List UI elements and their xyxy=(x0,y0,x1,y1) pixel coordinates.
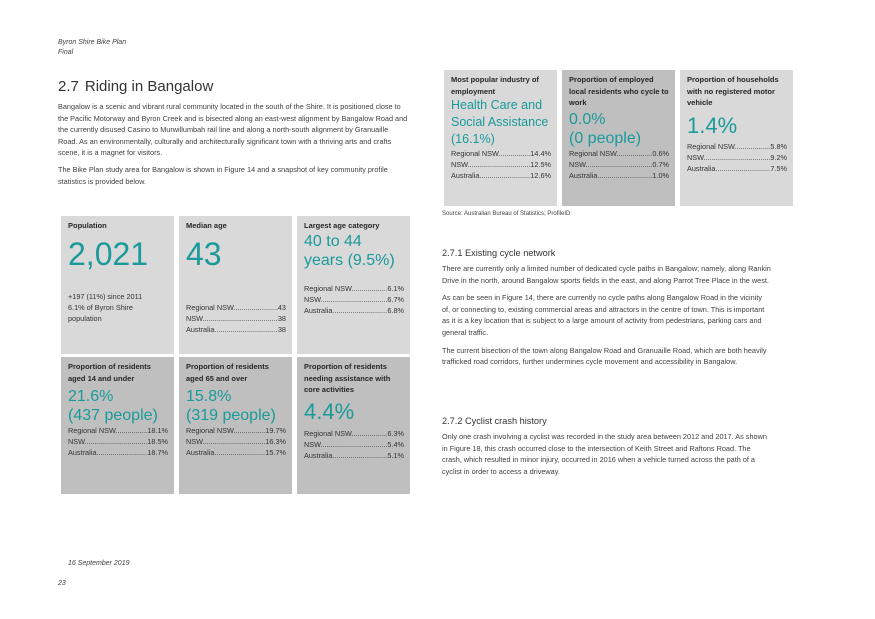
tile-title: Median age xyxy=(186,221,227,230)
source-note: Source: Australian Bureau of Statistics; ProfileID xyxy=(442,211,571,217)
intro-paragraph: Bangalow is a scenic and vibrant rural community located in the south of the Shire. It is positioned close to the Pacific Motorway and Byron Creek and is bisected along an east-west alignment by Bangalow Road and the currently disused Casino to Murwillumbah rail line and along a north-south alignment by Granuaille Road. As an environmentally, culturally and architecturally significant town with a thriving arts and crafts scene, it is a magnet for visitors. xyxy=(58,102,408,158)
tile-value: 43 xyxy=(186,235,222,272)
stat-row: Regional NSW ..... 5.8% xyxy=(687,141,787,152)
stat-row: NSW ..... 16.3% xyxy=(186,436,286,447)
tile-value: Health Care and xyxy=(451,98,543,112)
stat-row: Australia ..... 7.5% xyxy=(687,163,787,174)
body-paragraph: The current bisection of the town along Bangalow Road and Granuaille Road, which are both heavily trafficked road corridors, further undermines cycle movement and accessibility in Bangalow. xyxy=(442,345,767,367)
stat-row: Regional NSW ..... 6.3% xyxy=(304,428,404,439)
tile-note: +197 (11%) since 2011 xyxy=(68,291,143,301)
intro-paragraph: The Bike Plan study area for Bangalow is shown in Figure 14 and a snapshot of key community profile statistics is provided below. xyxy=(58,164,388,186)
tile-no-vehicle xyxy=(680,70,793,206)
stat-row: Regional NSW ..... 14.4% xyxy=(451,148,551,159)
tile-title: Largest age category xyxy=(304,221,380,230)
stat-row: Australia ..... 38 xyxy=(186,324,286,335)
tile-median-age xyxy=(179,216,292,354)
body-paragraph: Only one crash involving a cyclist was recorded in the study area between 2012 and 2017. As shown in Figure 18, this crash occurred close to the intersection of Keith Street and Raftons Road. The crash, which resulted in minor injury, occurred in 2016 when a vehicle turned across the path of a cyclist in order to access a driveway. xyxy=(442,432,767,476)
stat-row: Australia ..... 5.1% xyxy=(304,450,404,461)
header-status: Final xyxy=(58,49,74,56)
existing-cycle-network-section xyxy=(442,248,772,374)
tile-aged-65-over xyxy=(179,357,292,494)
tile-largest-age xyxy=(297,216,410,354)
tile-population xyxy=(61,216,174,354)
stat-row: NSW ..... 12.5% xyxy=(451,159,551,170)
stat-row: NSW ..... 5.4% xyxy=(304,439,404,450)
tile-note: 6.1% of Byron Shire xyxy=(68,302,133,312)
tile-value: 0.0% xyxy=(569,110,606,128)
header-title: Byron Shire Bike Plan xyxy=(58,39,127,46)
section-heading xyxy=(58,78,213,95)
stat-row: Regional NSW ..... 19.7% xyxy=(186,425,286,436)
tile-industry xyxy=(444,70,557,206)
running-header xyxy=(58,38,126,58)
stat-row: Australia ..... 15.7% xyxy=(186,447,286,458)
stat-row: NSW ..... 18.5% xyxy=(68,436,168,447)
page-number: 23 xyxy=(58,580,66,587)
tile-value: (16.1%) xyxy=(451,132,495,146)
subsection-heading: 2.7.2 Cyclist crash history xyxy=(442,416,547,426)
cyclist-crash-history-section xyxy=(442,416,772,483)
stat-row: Australia ..... 1.0% xyxy=(569,170,669,181)
body-paragraph: As can be seen in Figure 14, there are currently no cycle paths along Bangalow Road in the vicinity of, or connecting to, existing commercial areas and attractors in the centre of town. This is important as it is a key location that is subject to a large amount of activity from pedestrians, parking cars and general traffic. xyxy=(442,293,765,337)
tile-aged-14-under xyxy=(61,357,174,494)
tile-value: 21.6% xyxy=(68,388,114,405)
tile-title: Proportion of residents aged 14 and under xyxy=(68,362,151,383)
stat-row: Australia ..... 12.6% xyxy=(451,170,551,181)
footer-date: 16 September 2019 xyxy=(68,560,130,567)
tile-value: (319 people) xyxy=(186,407,276,424)
tile-title: Most popular industry of employment xyxy=(451,75,539,96)
tile-title: Proportion of households with no registered motor vehicle xyxy=(687,75,779,107)
section-title: Riding in Bangalow xyxy=(84,78,214,95)
stat-row: Australia ..... 6.8% xyxy=(304,305,404,316)
tile-value: 40 to 44 xyxy=(304,232,362,250)
stat-row: Regional NSW ..... 18.1% xyxy=(68,425,168,436)
tile-value: (0 people) xyxy=(569,129,642,147)
body-paragraph: There are currently only a limited number of dedicated cycle paths in Bangalow; namely, along Rankin Drive in the north, around Bangalow sports fields in the east, and along Parrot Tree Place in the west. xyxy=(442,264,771,285)
stat-row: NSW ..... 6.7% xyxy=(304,294,404,305)
tile-cycle-to-work xyxy=(562,70,675,206)
tile-value: (437 people) xyxy=(68,407,158,424)
tile-value: 15.8% xyxy=(186,388,232,405)
tile-title: Proportion of residents aged 65 and over xyxy=(186,362,269,383)
tile-title: Population xyxy=(68,221,107,230)
section-number: 2.7 xyxy=(58,78,79,95)
stat-row: NSW ..... 0.7% xyxy=(569,159,669,170)
tile-assistance xyxy=(297,357,410,494)
tile-value: 2,021 xyxy=(68,235,149,272)
stat-row: Regional NSW ..... 43 xyxy=(186,302,286,313)
tile-value: 1.4% xyxy=(687,112,738,138)
tile-note: population xyxy=(68,313,102,323)
tile-value: years (9.5%) xyxy=(304,251,395,269)
tile-title: Proportion of employed local residents who cycle to work xyxy=(569,75,669,107)
stat-row: Australia ..... 18.7% xyxy=(68,447,168,458)
stat-row: Regional NSW ..... 0.6% xyxy=(569,148,669,159)
tile-value: Social Assistance xyxy=(451,115,549,129)
stat-row: NSW ..... 38 xyxy=(186,313,286,324)
tile-value: 4.4% xyxy=(304,398,355,424)
stat-row: NSW ..... 9.2% xyxy=(687,152,787,163)
intro-text xyxy=(58,101,408,192)
stat-row: Regional NSW ..... 6.1% xyxy=(304,283,404,294)
tile-title: Proportion of residents needing assistance with core activities xyxy=(304,362,391,394)
subsection-heading: 2.7.1 Existing cycle network xyxy=(442,248,556,258)
